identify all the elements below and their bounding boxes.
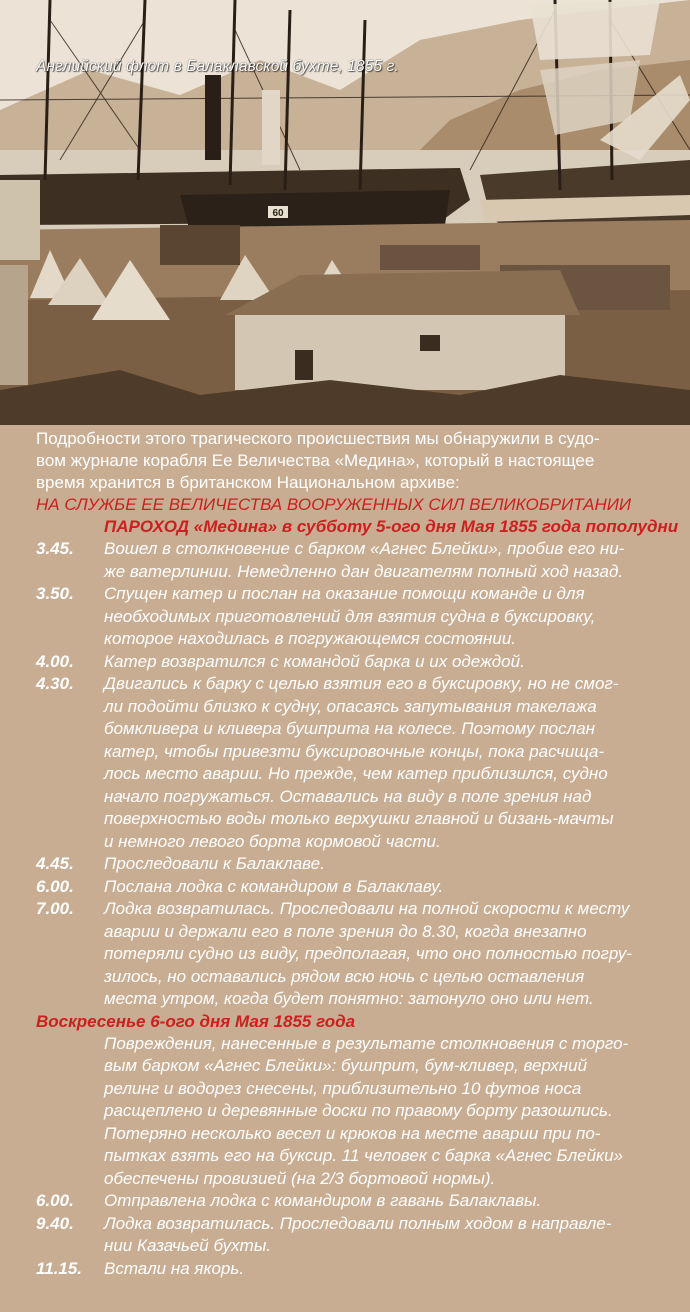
intro-paragraph	[0, 428, 690, 494]
log-entry-line: Послана лодка с командиром в Балаклаву.	[104, 876, 444, 896]
log-entry-line: нии Казачьей бухты.	[104, 1236, 272, 1255]
log-entry	[0, 898, 690, 1011]
log-entry-text	[104, 673, 690, 853]
log-entry-line: обеспечены провизией (на 2/3 бортовой нормы).	[104, 1168, 496, 1188]
log-entry	[0, 1033, 690, 1191]
log-entry-line: Проследовали к Балаклаве.	[104, 854, 325, 873]
log-entry-text	[104, 1258, 690, 1281]
photo-caption: Английский флот в Балаклавской бухте, 1855 г.	[36, 58, 399, 75]
log-entry-line: зилось, но оставались рядом всю ночь с целью оставления	[104, 966, 585, 986]
log-entry-line: Лодка возвратилась. Проследовали полным ходом в направле-	[104, 1213, 612, 1233]
log-entry-text	[104, 651, 690, 674]
log-entry-line: и немного левого борта кормовой части.	[104, 831, 441, 851]
intro-line: Подробности этого трагического происшествия мы обнаружили в судо-	[36, 429, 600, 448]
log-entry-line: потеряли судно из виду, предполагая, что оно полностью погру-	[104, 944, 632, 963]
log-heading-day2: Воскресенье 6-ого дня Мая 1855 года	[36, 1011, 356, 1031]
log-entry	[0, 583, 690, 651]
log-entry-line: Отправлена лодка с командиром в гавань Балаклавы.	[104, 1191, 542, 1210]
log-entry	[0, 538, 690, 583]
log-entry-line: Спущен катер и послан на оказание помощи команде и для	[104, 584, 585, 603]
log-entry-text	[104, 583, 690, 651]
log-heading-sub: ПАРОХОД «Медина» в субботу 5-ого дня Мая 1855 года пополудни	[104, 517, 679, 536]
log-entry-line: которое находилась в погружающемся состоянии.	[104, 629, 517, 648]
log-entry-line: катер, чтобы привезти буксировочные концы, пока расчища-	[104, 741, 605, 761]
log-entry-time: 3.50.	[36, 584, 74, 603]
log-entry-time: 9.40.	[36, 1213, 74, 1233]
log-entry-text	[104, 1033, 690, 1191]
log-entries-day2	[0, 1033, 690, 1281]
log-entry-text	[104, 898, 690, 1011]
intro-line: время хранится в британском Национальном архиве:	[36, 473, 460, 492]
log-entries-day1	[0, 538, 690, 1011]
log-entry-text	[104, 1190, 690, 1213]
log-entry	[0, 1258, 690, 1281]
log-entry-line: места утром, когда будет понятно: затонуло оно или нет.	[104, 989, 594, 1008]
log-entry	[0, 651, 690, 674]
log-entry	[0, 853, 690, 876]
intro-line: вом журнале корабля Ее Величества «Медина», который в настоящее	[36, 451, 595, 470]
log-entry-time: 6.00.	[36, 876, 74, 896]
log-entry-text	[104, 538, 690, 583]
log-entry-line: пытках взять его на буксир. 11 человек с барка «Агнес Блейки»	[104, 1146, 623, 1165]
log-entry-line: бомкливера и кливера бушприта на колесе. Поэтому послан	[104, 719, 596, 738]
ship-number-sign: 60	[272, 208, 284, 219]
log-entry-line: Повреждения, нанесенные в результате столкновения с торго-	[104, 1033, 629, 1053]
log-entry	[0, 1190, 690, 1213]
log-entry-line: поверхностью воды только верхушки главной и бизань-мачты	[104, 809, 614, 828]
log-heading-main: НА СЛУЖБЕ ЕЕ ВЕЛИЧЕСТВА ВООРУЖЕННЫХ СИЛ ВЕЛИКОБРИТАНИИ	[36, 495, 632, 514]
log-entry-time: 4.00.	[36, 651, 74, 671]
log-entry	[0, 1213, 690, 1258]
log-entry-line: начало погружаться. Оставались на виду в поле зрения над	[104, 786, 592, 806]
log-entry-line: релинг и водорез снесены, приблизительно 10 футов носа	[104, 1078, 582, 1098]
log-entry-text	[104, 876, 690, 899]
log-entry-line: необходимых приготовлений для взятия судна в буксировку,	[104, 606, 596, 626]
log-entry-time: 7.00.	[36, 899, 74, 918]
log-entry-time: 4.30.	[36, 674, 74, 693]
log-entry-time: 4.45.	[36, 854, 74, 873]
log-entry	[0, 673, 690, 853]
log-entry-line: Катер возвратился с командой барка и их одеждой.	[104, 651, 525, 671]
log-entry-line: Встали на якорь.	[104, 1258, 245, 1278]
log-entry-line: же ватерлинии. Немедленно дан двигателям полный ход назад.	[104, 561, 624, 581]
article-body	[0, 425, 690, 1280]
log-entry-line: Потеряно несколько весел и крюков на месте аварии при по-	[104, 1123, 601, 1143]
log-entry	[0, 876, 690, 899]
log-entry-time: 6.00.	[36, 1191, 74, 1210]
log-entry-line: Лодка возвратилась. Проследовали на полной скорости к месту	[104, 899, 630, 918]
log-entry-text	[104, 1213, 690, 1258]
log-entry-time: 11.15.	[36, 1258, 83, 1278]
log-entry-line: расщеплено и деревянные доски по правому борту разошлись.	[104, 1101, 613, 1120]
log-entry-line: лось место аварии. Но прежде, чем катер приблизился, судно	[104, 764, 608, 783]
log-entry-time	[0, 1033, 104, 1191]
log-entry-line: ли подойти близко к судну, опасаясь запутывания такелажа	[104, 696, 597, 716]
log-entry-line: Вошел в столкновение с барком «Агнес Блейки», пробив его ни-	[104, 539, 625, 558]
log-entry-text	[104, 853, 690, 876]
log-entry-line: Двигались к барку с целью взятия его в буксировку, но не смог-	[104, 674, 619, 693]
log-entry-line: вым барком «Агнес Блейки»: бушприт, бум-кливер, верхний	[104, 1056, 588, 1075]
harbor-photo	[0, 0, 690, 425]
log-entry-time: 3.45.	[36, 539, 74, 558]
log-entry-line: аварии и держали его в поле зрения до 8.30, когда внезапно	[104, 921, 587, 941]
